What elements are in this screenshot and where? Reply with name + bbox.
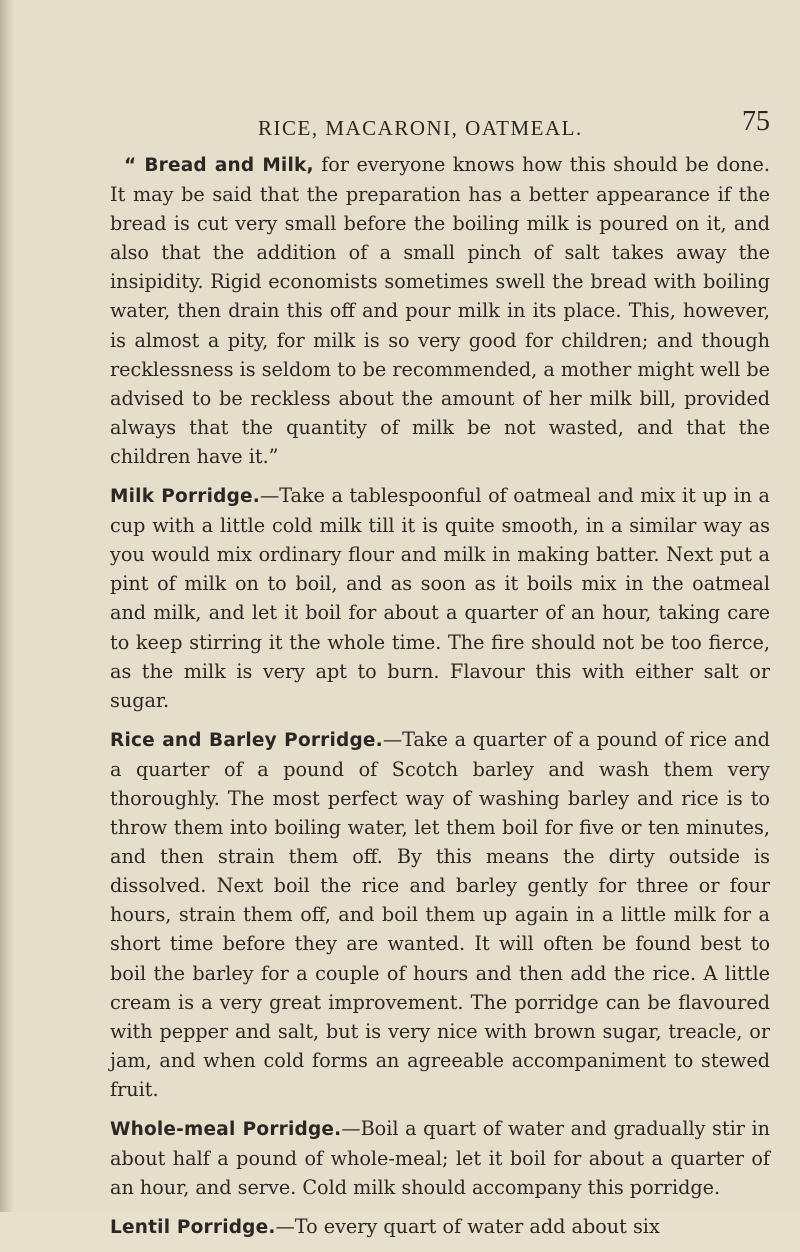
recipe-heading: Whole-meal Porridge. [110, 1119, 342, 1140]
running-title: RICE, MACARONI, OATMEAL. [258, 116, 583, 140]
recipe-heading: Rice and Barley Porridge. [110, 729, 383, 751]
page-number: 75 [742, 106, 770, 137]
paragraph-text: —Boil a quart of water and gradually stir in about half a pound of whole-meal; let it boil for about a quarter of an hour, and serve. Cold milk should accompany this porridge. [110, 1117, 770, 1200]
paragraph-whole-meal-porridge [110, 1114, 770, 1202]
recipe-heading: “ Bread and Milk, [124, 155, 314, 176]
paragraph-lentil-porridge [110, 1212, 770, 1242]
recipe-heading: Milk Porridge. [110, 486, 260, 508]
paragraph-text: —To every quart of water add about six [275, 1215, 660, 1239]
body-text [110, 150, 770, 1252]
page-gutter-shadow [0, 0, 14, 1212]
paragraph-rice-and-barley-porridge [110, 725, 770, 1104]
recipe-heading: Lentil Porridge. [110, 1217, 276, 1239]
page-header [110, 106, 770, 142]
paragraph-milk-porridge [110, 481, 770, 715]
paragraph-text: —Take a tablespoonful of oatmeal and mix it up in a cup with a little cold milk till it is quite smooth, in a similar way as you would mix ordinary flour and milk in making batter. Next put a pint of milk on to boil, and as soon as it boils mix in the oatmeal and milk, and let it boil for about a quarter of an hour, taking care to keep stirring it the whole time. The fire should not be too fierce, as the milk is very apt to burn. Flavour this with either salt or sugar. [110, 484, 770, 712]
paragraph-bread-and-milk [110, 150, 770, 471]
paragraph-text: —Take a quarter of a pound of rice and a quarter of a pound of Scotch barley and wash them very thoroughly. The most perfect way of washing barley and rice is to throw them into boiling water, let them boil for five or ten minutes, and then strain them off. By this means the dirty outside is dissolved. Next boil the rice and barley gently for three or four hours, strain them off, and boil them up again in a little milk for a short time before they are wanted. It will often be found best to boil the barley for a couple of hours and then add the rice. A little cream is a very great improvement. The porridge can be flavoured with pepper and salt, but is very nice with brown sugar, treacle, or jam, and when cold forms an agreeable accompaniment to stewed fruit. [110, 727, 770, 1101]
paragraph-text: for everyone knows how this should be done. It may be said that the preparation has a better appearance if the bread is cut very small before the boiling milk is poured on it, and also that the addition of a small pinch of salt takes away the insipidity. Rigid economists sometimes swell the bread with boiling water, then drain this off and pour milk in its place. This, however, is almost a pity, for milk is so very good for children; and though recklessness is seldom to be recommended, a mother might well be advised to be reckless about the amount of her milk bill, provided always that the quantity of milk be not wasted, and that the children have it.” [110, 153, 770, 468]
